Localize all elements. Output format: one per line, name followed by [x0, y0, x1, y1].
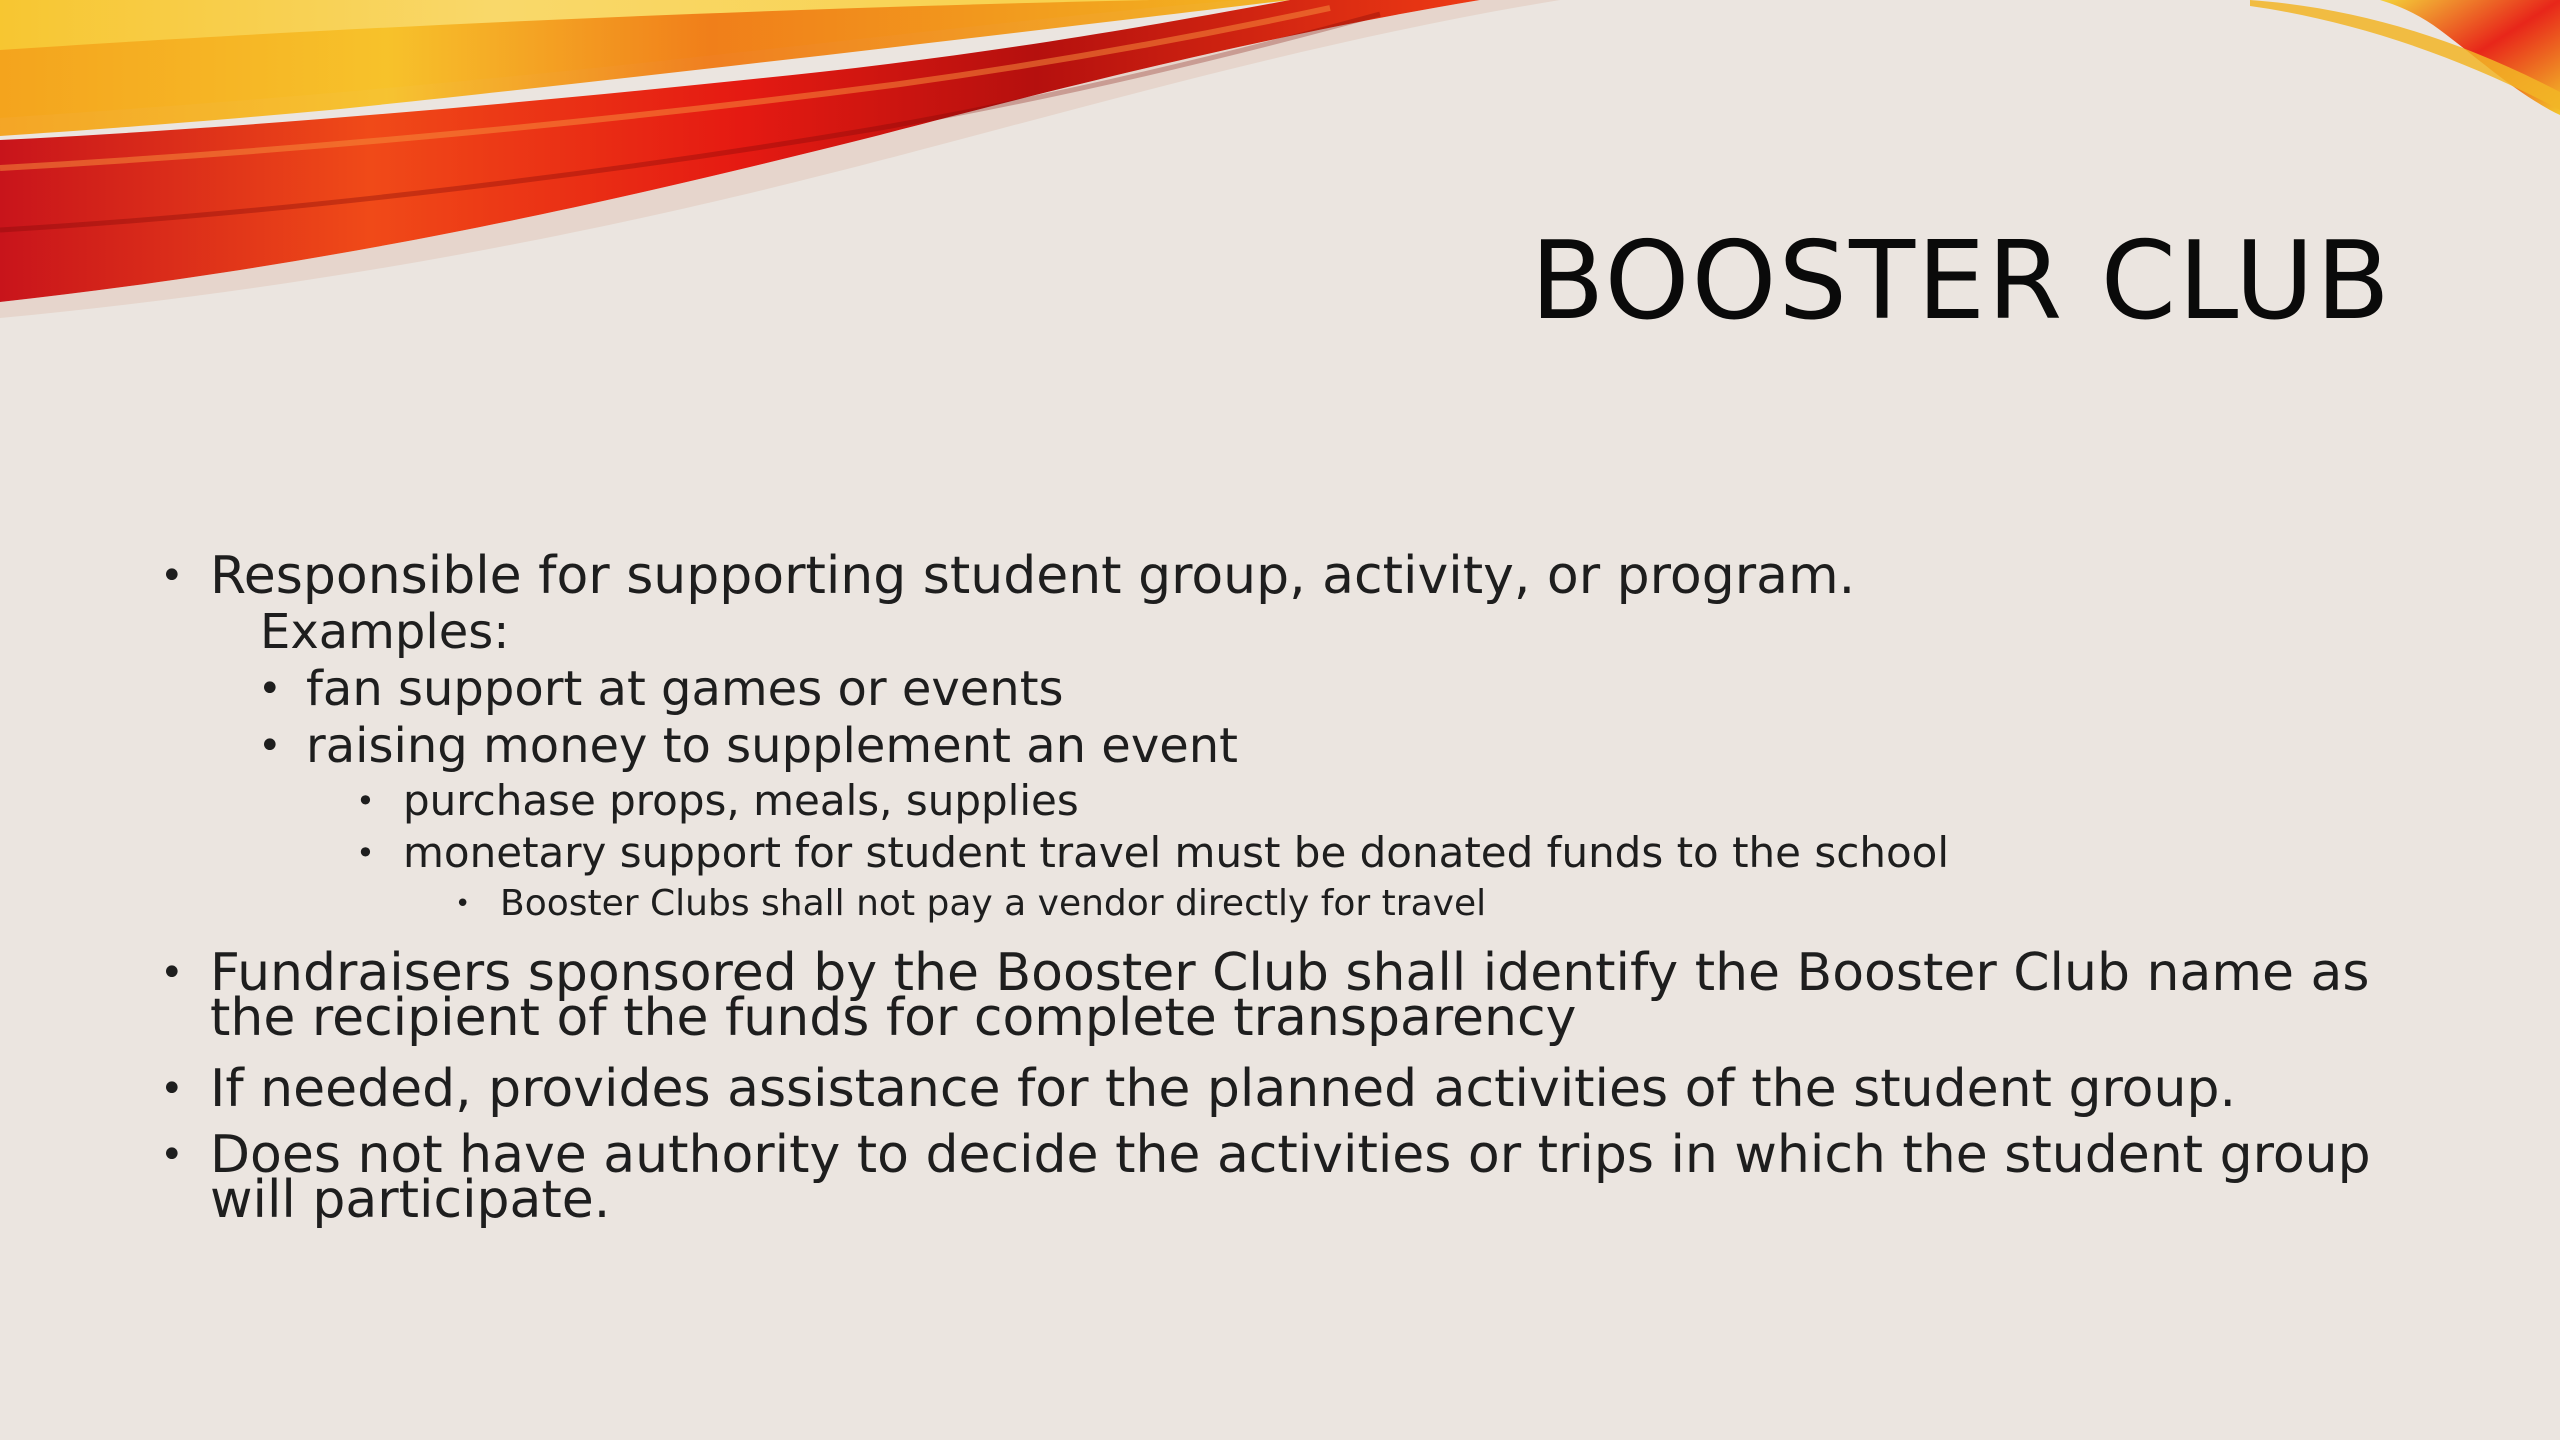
list-item	[160, 1061, 2410, 1117]
list-item	[160, 548, 2410, 604]
list-item	[160, 943, 2390, 1048]
list-item-text: monetary support for student travel must be donated funds to the school	[403, 828, 1950, 877]
list-item-text: Examples:	[260, 604, 510, 660]
bullet-icon: •	[258, 723, 282, 769]
bullet-icon: •	[160, 950, 184, 996]
list-item	[160, 661, 2410, 718]
bullet-icon: •	[160, 1066, 184, 1112]
list-item-text: raising money to supplement an event	[306, 718, 1238, 774]
list-item	[160, 827, 2410, 879]
list-item-text: If needed, provides assistance for the planned activities of the student group.	[210, 1059, 2236, 1119]
list-item-text: purchase props, meals, supplies	[403, 776, 1079, 825]
list-item-text: Responsible for supporting student group, activity, or program.	[210, 546, 1856, 606]
bullet-list	[160, 546, 2410, 1230]
list-item-text: Fundraisers sponsored by the Booster Club shall identify the Booster Club name as the recipient of the funds for complete transparency	[210, 943, 2370, 1048]
slide-title: BOOSTER CLUB	[1530, 219, 2392, 344]
bullet-icon: •	[356, 782, 375, 820]
list-item-text: Booster Clubs shall not pay a vendor directly for travel	[500, 883, 1487, 924]
list-item	[160, 879, 2410, 929]
bullet-icon: •	[160, 553, 184, 599]
bullet-icon: •	[160, 1132, 184, 1178]
list-item	[160, 775, 2410, 827]
list-item	[160, 1125, 2390, 1230]
bullet-icon: •	[258, 666, 282, 712]
list-item	[160, 718, 2410, 775]
list-item-text: fan support at games or events	[306, 661, 1064, 717]
list-item	[160, 604, 2410, 661]
bullet-icon: •	[356, 834, 375, 872]
list-item-text: Does not have authority to decide the activities or trips in which the student group will participate.	[210, 1125, 2371, 1230]
bullet-icon: •	[455, 889, 471, 919]
